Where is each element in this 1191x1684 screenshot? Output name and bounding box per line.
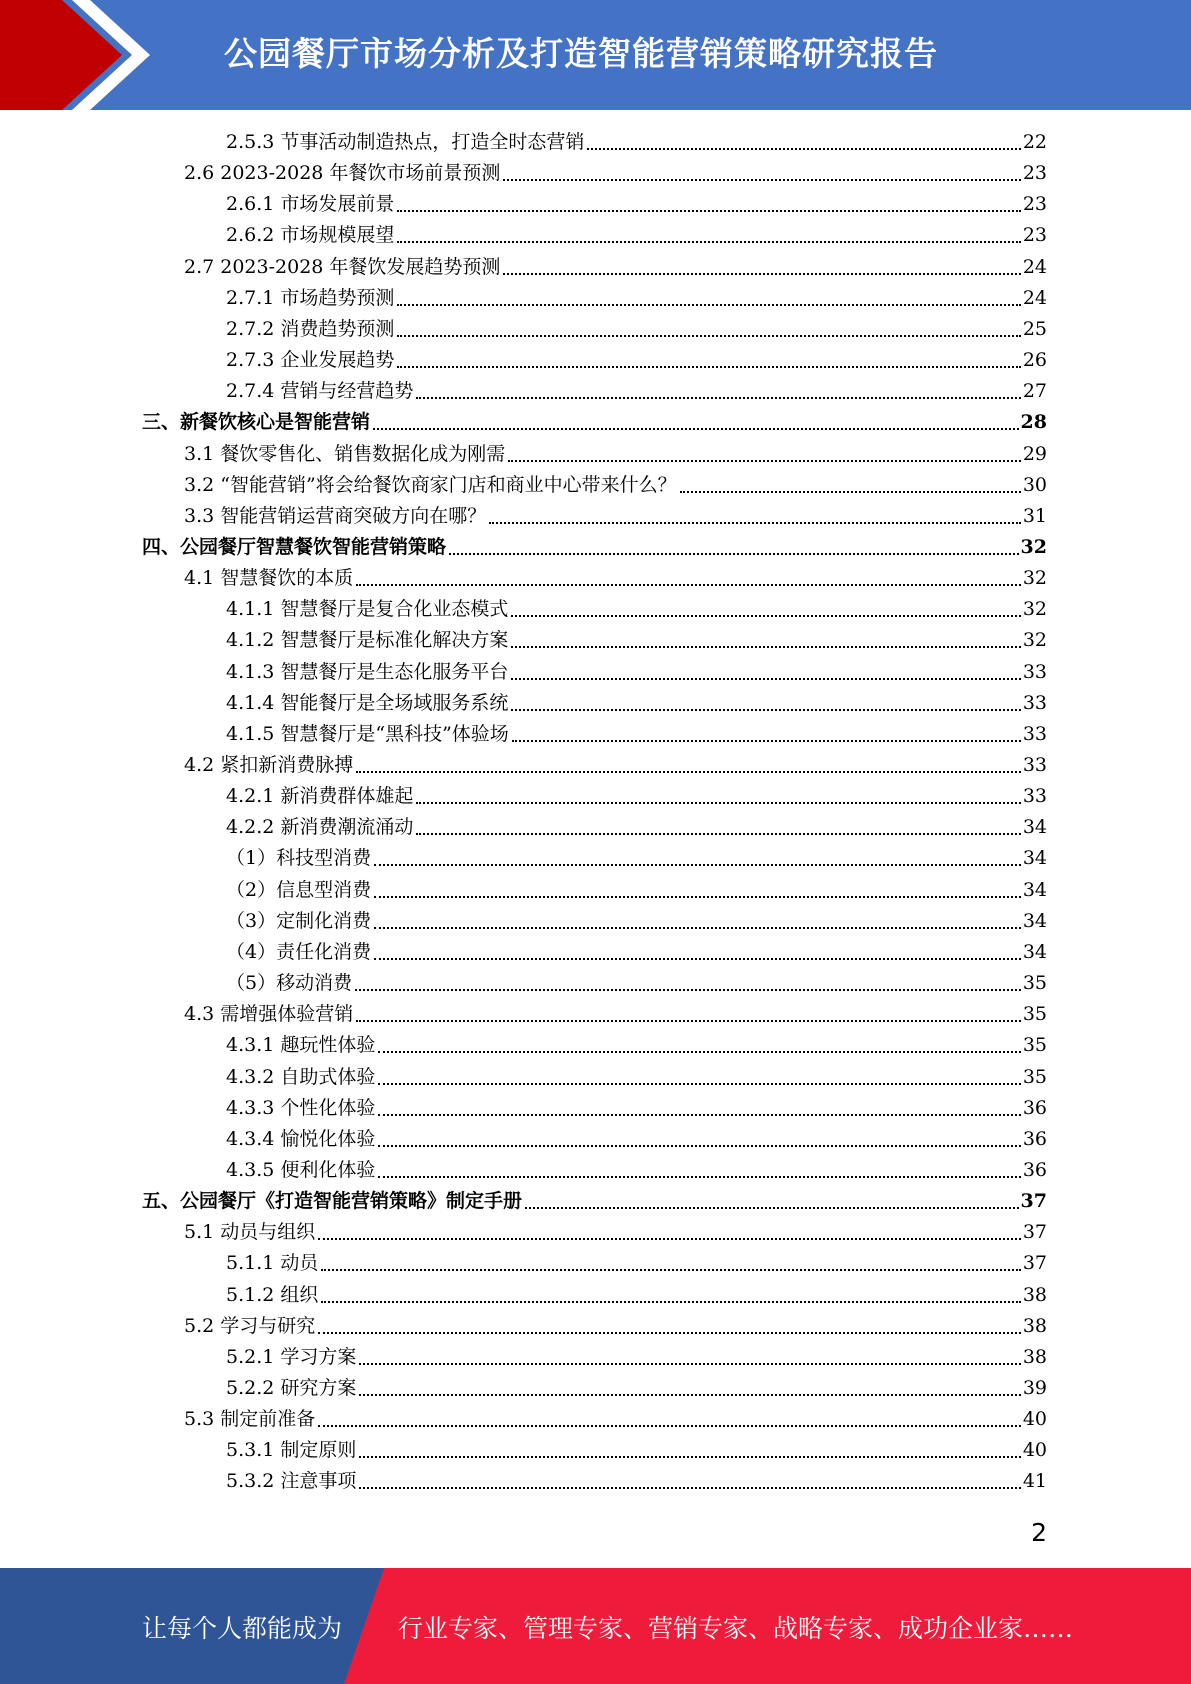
toc-entry-label: （1）科技型消费 [226,847,372,870]
toc-dot-leader [374,864,1021,866]
toc-entry[interactable] [184,1311,1047,1342]
toc-dot-leader [373,428,1019,430]
toc-entry[interactable] [184,1404,1047,1435]
toc-entry[interactable] [142,532,1047,563]
toc-entry-page: 35 [1022,1034,1047,1057]
toc-entry-label: 3.1 餐饮零售化、销售数据化成为刚需 [184,442,506,465]
toc-entry[interactable] [226,812,1047,843]
toc-entry-label: 4.3.5 便利化体验 [226,1158,376,1181]
toc-entry-label: 4.1.2 智慧餐厅是标准化解决方案 [226,629,509,652]
toc-entry[interactable] [226,314,1047,345]
toc-entry[interactable] [226,189,1047,220]
page-number: 2 [1031,1518,1047,1547]
toc-dot-leader [374,927,1021,929]
toc-entry-page: 36 [1022,1127,1047,1150]
toc-entry[interactable] [226,127,1047,158]
toc-entry[interactable] [226,1030,1047,1061]
toc-entry-label: 5.1.1 动员 [226,1252,319,1275]
toc-dot-leader [318,1425,1021,1427]
toc-entry-page: 35 [1022,972,1047,995]
toc-entry-label: 4.1.4 智能餐厅是全场域服务系统 [226,691,509,714]
toc-dot-leader [378,1051,1020,1053]
toc-entry[interactable] [226,1124,1047,1155]
toc-entry-label: 2.7 2023-2028 年餐饮发展趋势预测 [184,255,501,278]
toc-entry-label: （2）信息型消费 [226,878,372,901]
toc-dot-leader [449,553,1019,555]
toc-entry-page: 34 [1022,847,1047,870]
toc-entry-label: 2.5.3 节事活动制造热点，打造全时态营销 [226,131,585,153]
toc-entry-label: 2.6.1 市场发展前景 [226,193,395,216]
toc-dot-leader [397,241,1020,243]
toc-dot-leader [359,1394,1020,1396]
toc-entry[interactable] [226,1435,1047,1466]
toc-entry-page: 32 [1022,598,1047,621]
toc-entry-label: 4.2.1 新消费群体雄起 [226,785,414,808]
toc-entry-label: 3.2 “智能营销”将会给餐饮商家门店和商业中心带来什么？ [184,473,677,496]
toc-entry-label: 5.2.1 学习方案 [226,1345,357,1368]
toc-entry-page: 26 [1022,349,1047,372]
toc-dot-leader [416,833,1020,835]
toc-entry[interactable] [226,594,1047,625]
header-arrow-decoration [0,0,160,110]
toc-dot-leader [503,273,1020,275]
toc-entry-page: 23 [1022,162,1047,185]
toc-dot-leader [511,615,1020,617]
toc-entry-page: 38 [1022,1314,1047,1337]
toc-entry-page: 41 [1022,1470,1047,1493]
footer-slogan-right: 行业专家、管理专家、营销专家、战略专家、成功企业家…… [398,1614,1074,1643]
toc-entry-page: 35 [1022,1003,1047,1026]
toc-dot-leader [356,771,1021,773]
toc-entry[interactable] [226,968,1047,999]
toc-entry-label: （3）定制化消费 [226,909,372,932]
toc-dot-leader [680,491,1021,493]
toc-entry-label: 4.3.1 趣玩性体验 [226,1034,376,1057]
toc-entry-label: 5.3 制定前准备 [184,1408,316,1431]
toc-entry-page: 32 [1022,629,1047,652]
toc-dot-leader [397,210,1020,212]
toc-entry[interactable] [226,1373,1047,1404]
toc-dot-leader [511,678,1020,680]
toc-entry-page: 24 [1022,286,1047,309]
toc-dot-leader [356,584,1021,586]
toc-entry-page: 37 [1022,1221,1047,1244]
toc-entry-page: 33 [1022,691,1047,714]
toc-entry-label: 3.3 智能营销运营商突破方向在哪？ [184,504,487,527]
toc-entry-label: 4.2.2 新消费潮流涌动 [226,816,414,839]
toc-entry-page: 33 [1022,754,1047,776]
toc-dot-leader [587,148,1020,150]
toc-entry[interactable] [226,906,1047,937]
toc-entry-label: 5.2 学习与研究 [184,1314,316,1337]
toc-entry[interactable] [226,345,1047,376]
toc-entry-label: 4.3 需增强体验营销 [184,1003,354,1026]
toc-entry[interactable] [226,1280,1047,1311]
toc-dot-leader [378,1145,1020,1147]
toc-entry-label: 2.7.2 消费趋势预测 [226,317,395,340]
toc-dot-leader [503,179,1020,181]
toc-entry-label: 五、公园餐厅《打造智能营销策略》制定手册 [142,1190,523,1213]
toc-entry[interactable] [226,1155,1047,1186]
toc-entry[interactable] [226,1248,1047,1279]
toc-dot-leader [397,335,1020,337]
toc-dot-leader [397,304,1020,306]
toc-entry[interactable] [226,1093,1047,1124]
toc-entry-page: 40 [1022,1439,1047,1462]
toc-entry-label: 5.3.1 制定原则 [226,1439,357,1462]
toc-entry[interactable] [184,252,1047,283]
toc-entry[interactable] [226,376,1047,407]
toc-dot-leader [508,460,1021,462]
toc-entry-label: 2.7.4 营销与经营趋势 [226,380,414,403]
toc-dot-leader [511,646,1020,648]
toc-entry[interactable] [142,1186,1047,1217]
toc-dot-leader [318,1238,1021,1240]
toc-entry-label: 4.1.5 智慧餐厅是“黑科技”体验场 [226,722,509,745]
toc-entry[interactable] [184,1217,1047,1248]
toc-entry[interactable] [226,220,1047,251]
toc-entry[interactable] [226,1466,1047,1497]
toc-entry[interactable] [226,1062,1047,1093]
toc-entry-page: 33 [1022,785,1047,808]
toc-entry-page: 31 [1022,504,1047,527]
toc-entry-label: 2.6 2023-2028 年餐饮市场前景预测 [184,162,501,185]
toc-entry-label: 5.1.2 组织 [226,1283,319,1306]
toc-entry-page: 33 [1022,722,1047,745]
toc-entry-page: 23 [1022,193,1047,216]
toc-entry-label: 4.3.4 愉悦化体验 [226,1127,376,1150]
toc-entry-page: 36 [1022,1158,1047,1181]
toc-entry-page: 37 [1020,1190,1047,1213]
toc-entry-label: 5.2.2 研究方案 [226,1377,357,1399]
toc-entry[interactable] [226,625,1047,656]
toc-entry-page: 28 [1020,411,1047,434]
toc-entry-page: 35 [1022,1065,1047,1088]
toc-dot-leader [416,802,1020,804]
toc-dot-leader [489,522,1021,524]
toc-dot-leader [359,1456,1020,1458]
toc-entry[interactable] [184,470,1047,501]
toc-entry[interactable] [184,501,1047,532]
toc-entry-label: 4.3.2 自助式体验 [226,1065,376,1088]
toc-dot-leader [511,709,1020,711]
toc-entry-page: 33 [1022,660,1047,683]
toc-entry-label: 2.7.3 企业发展趋势 [226,349,395,372]
toc-entry-page: 24 [1022,255,1047,278]
toc-dot-leader [355,989,1021,991]
toc-entry[interactable] [226,688,1047,719]
toc-dot-leader [321,1269,1020,1271]
toc-entry-page: 32 [1020,535,1047,558]
toc-entry-label: 4.1 智慧餐饮的本质 [184,567,354,590]
toc-entry[interactable] [226,719,1047,750]
toc-entry-label: 4.1.3 智慧餐厅是生态化服务平台 [226,660,509,683]
toc-entry-page: 29 [1022,442,1047,465]
toc-entry-label: （4）责任化消费 [226,940,372,963]
toc-dot-leader [416,397,1020,399]
toc-entry-page: 32 [1022,567,1047,590]
toc-entry-label: 4.3.3 个性化体验 [226,1096,376,1119]
toc-entry[interactable] [184,750,1047,781]
toc-entry-label: 2.6.2 市场规模展望 [226,224,395,247]
toc-dot-leader [378,1083,1020,1085]
toc-dot-leader [374,896,1021,898]
toc-entry-page: 22 [1022,131,1047,153]
header-bar [0,0,1191,110]
toc-dot-leader [318,1332,1021,1334]
toc-entry[interactable] [226,875,1047,906]
toc-entry[interactable] [226,1342,1047,1373]
footer-bar [0,1568,1191,1684]
toc-entry[interactable] [142,407,1047,438]
toc-dot-leader [525,1207,1019,1209]
toc-dot-leader [378,1176,1020,1178]
toc-entry-page: 34 [1022,940,1047,963]
toc-dot-leader [374,958,1021,960]
toc-entry-page: 30 [1022,473,1047,496]
toc-entry-page: 23 [1022,224,1047,247]
toc-entry-label: 2.7.1 市场趋势预测 [226,286,395,309]
toc-entry[interactable] [184,999,1047,1030]
toc-dot-leader [512,740,1021,742]
footer-slogan-left: 让每个人都能成为 [142,1614,343,1643]
toc-entry-page: 34 [1022,816,1047,839]
toc-dot-leader [321,1301,1020,1303]
toc-entry-page: 34 [1022,878,1047,901]
toc-entry[interactable] [226,937,1047,968]
toc-entry-page: 38 [1022,1345,1047,1368]
toc-entry[interactable] [226,843,1047,874]
toc-entry-page: 39 [1022,1377,1047,1399]
toc-dot-leader [359,1487,1020,1489]
toc-entry-label: 5.1 动员与组织 [184,1221,316,1244]
toc-entry-label: 4.1.1 智慧餐厅是复合化业态模式 [226,598,509,621]
toc-entry-label: 4.2 紧扣新消费脉搏 [184,754,354,776]
toc-entry-page: 25 [1022,317,1047,340]
toc-entry[interactable] [184,439,1047,470]
toc-entry[interactable] [226,657,1047,688]
toc-dot-leader [397,366,1020,368]
toc-entry-page: 27 [1022,380,1047,403]
toc-entry-label: （5）移动消费 [226,972,353,995]
toc-entry-page: 38 [1022,1283,1047,1306]
toc-entry-label: 三、新餐饮核心是智能营销 [142,411,371,434]
report-title: 公园餐厅市场分析及打造智能营销策略研究报告 [224,34,938,73]
toc-entry-label: 5.3.2 注意事项 [226,1470,357,1493]
toc-entry-page: 40 [1022,1408,1047,1431]
toc-entry[interactable] [226,283,1047,314]
toc-dot-leader [378,1114,1020,1116]
toc-entry-label: 四、公园餐厅智慧餐饮智能营销策略 [142,535,447,558]
toc-dot-leader [359,1363,1020,1365]
toc-entry-page: 37 [1022,1252,1047,1275]
toc-entry[interactable] [184,158,1047,189]
toc-entry[interactable] [226,781,1047,812]
toc-dot-leader [356,1020,1021,1022]
toc-entry-page: 34 [1022,909,1047,932]
toc-entry-page: 36 [1022,1096,1047,1119]
toc-entry[interactable] [184,563,1047,594]
